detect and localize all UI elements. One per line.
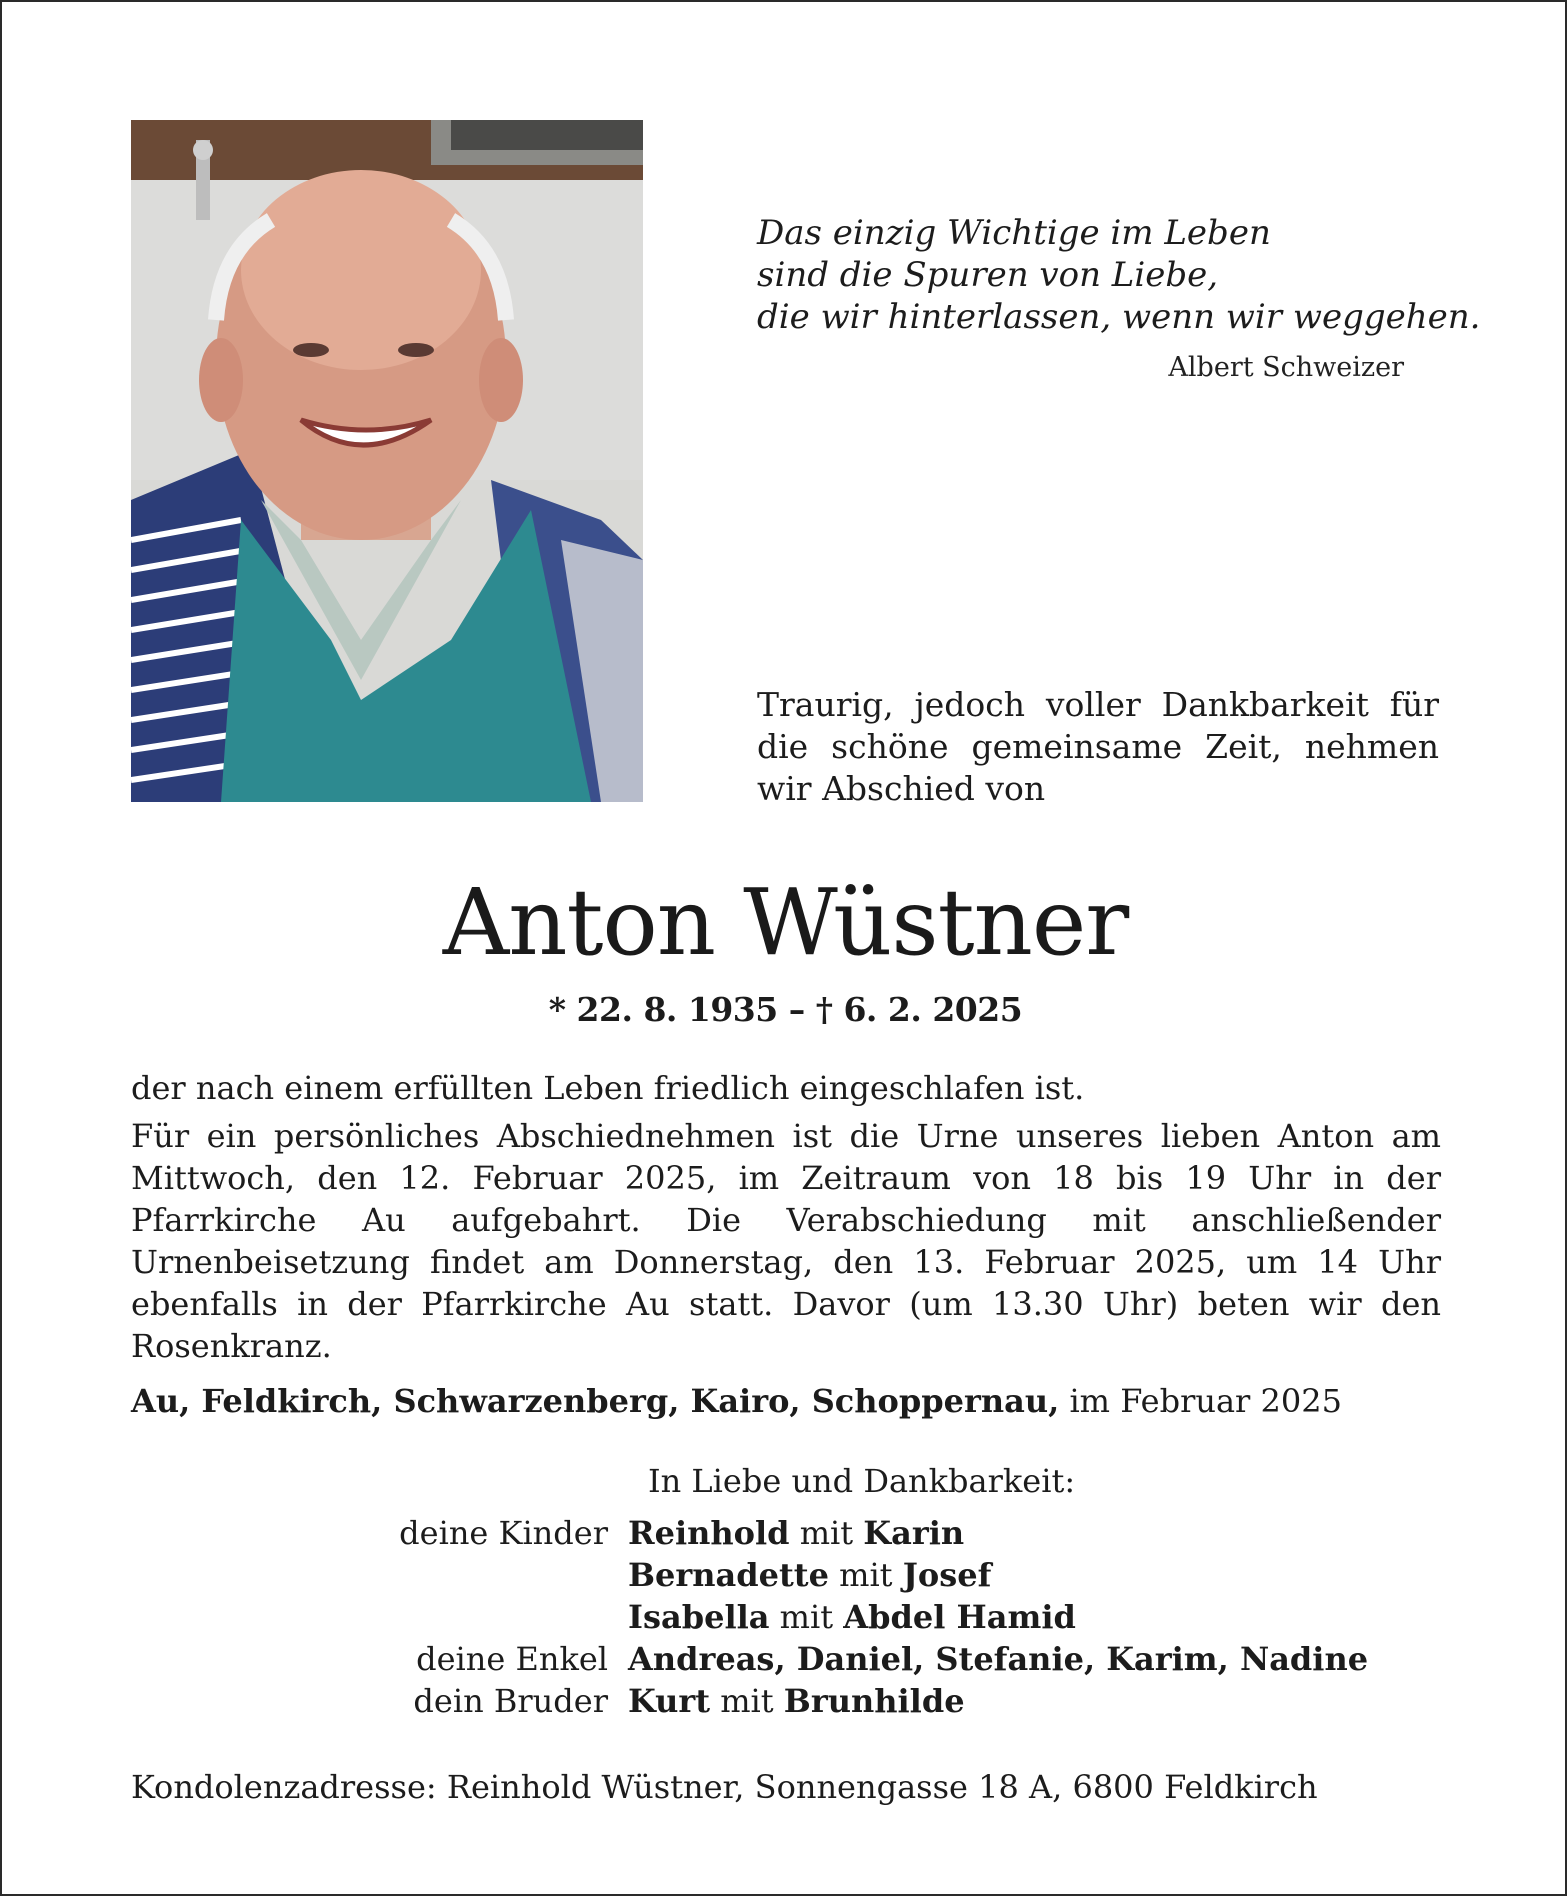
family-row bbox=[131, 1554, 1461, 1596]
family-row bbox=[131, 1680, 1461, 1722]
portrait-photo bbox=[131, 120, 643, 802]
places-line bbox=[131, 1380, 1451, 1422]
child-name: Bernadette bbox=[628, 1556, 829, 1594]
places-date: im Februar 2025 bbox=[1059, 1382, 1342, 1420]
quote-line: die wir hinterlassen, wenn wir weggehen. bbox=[757, 297, 1481, 337]
child-name: Reinhold bbox=[628, 1514, 790, 1552]
quote-line: sind die Spuren von Liebe, bbox=[757, 255, 1219, 295]
family-row bbox=[131, 1638, 1461, 1680]
quote-author: Albert Schweizer bbox=[1168, 352, 1404, 383]
family-label-grandchildren: deine Enkel bbox=[416, 1640, 608, 1678]
family-row bbox=[131, 1596, 1461, 1638]
deceased-name: Anton Wüstner bbox=[442, 869, 1129, 976]
brother-name: Kurt bbox=[628, 1682, 711, 1720]
places-names: Au, Feldkirch, Schwarzenberg, Kairo, Schoppernau, bbox=[131, 1382, 1060, 1420]
quote-line: Das einzig Wichtige im Leben bbox=[757, 213, 1271, 253]
joiner: mit bbox=[828, 1556, 903, 1594]
body-line: der nach einem erfüllten Leben friedlich eingeschlafen ist. bbox=[131, 1069, 1085, 1107]
family-label-brother: dein Bruder bbox=[413, 1682, 608, 1720]
partner-name: Karin bbox=[863, 1514, 965, 1552]
partner-name: Brunhilde bbox=[783, 1682, 965, 1720]
joiner: mit bbox=[769, 1598, 844, 1636]
joiner: mit bbox=[710, 1682, 784, 1720]
partner-name: Abdel Hamid bbox=[843, 1598, 1076, 1636]
grandchildren-names: Andreas, Daniel, Stefanie, Karim, Nadine bbox=[628, 1640, 1369, 1678]
family-row bbox=[131, 1512, 1461, 1554]
service-paragraph: Für ein persönliches Abschiednehmen ist die Urne unseres lieben Anton am Mittwoch, den 12. Februar 2025, im Zeitraum von 18 bis 19 Uhr in der Pfarrkirche Au aufgebahrt. Die Verabschiedung mit anschließender Urnenbeisetzung findet am Donnerstag, den 13. Februar 2025, um 14 Uhr ebenfalls in der Pfarrkirche Au statt. Davor (um 13.30 Uhr) beten wir den Rosenkranz. bbox=[131, 1117, 1441, 1365]
child-name: Isabella bbox=[628, 1598, 770, 1636]
signoff: In Liebe und Dankbarkeit: bbox=[648, 1462, 1076, 1500]
family-label-children: deine Kinder bbox=[399, 1514, 608, 1552]
partner-name: Josef bbox=[902, 1556, 992, 1594]
service-details bbox=[131, 1067, 1441, 1367]
quote-block bbox=[757, 212, 1481, 338]
intro-text: Traurig, jedoch voller Dankbarkeit für die schöne gemeinsame Zeit, nehmen wir Abschied von bbox=[757, 685, 1439, 808]
life-dates: * 22. 8. 1935 – † 6. 2. 2025 bbox=[548, 990, 1023, 1029]
condolence-address: Kondolenzadresse: Reinhold Wüstner, Sonnengasse 18 A, 6800 Feldkirch bbox=[131, 1768, 1318, 1806]
joiner: mit bbox=[789, 1514, 864, 1552]
family-list bbox=[131, 1512, 1461, 1722]
